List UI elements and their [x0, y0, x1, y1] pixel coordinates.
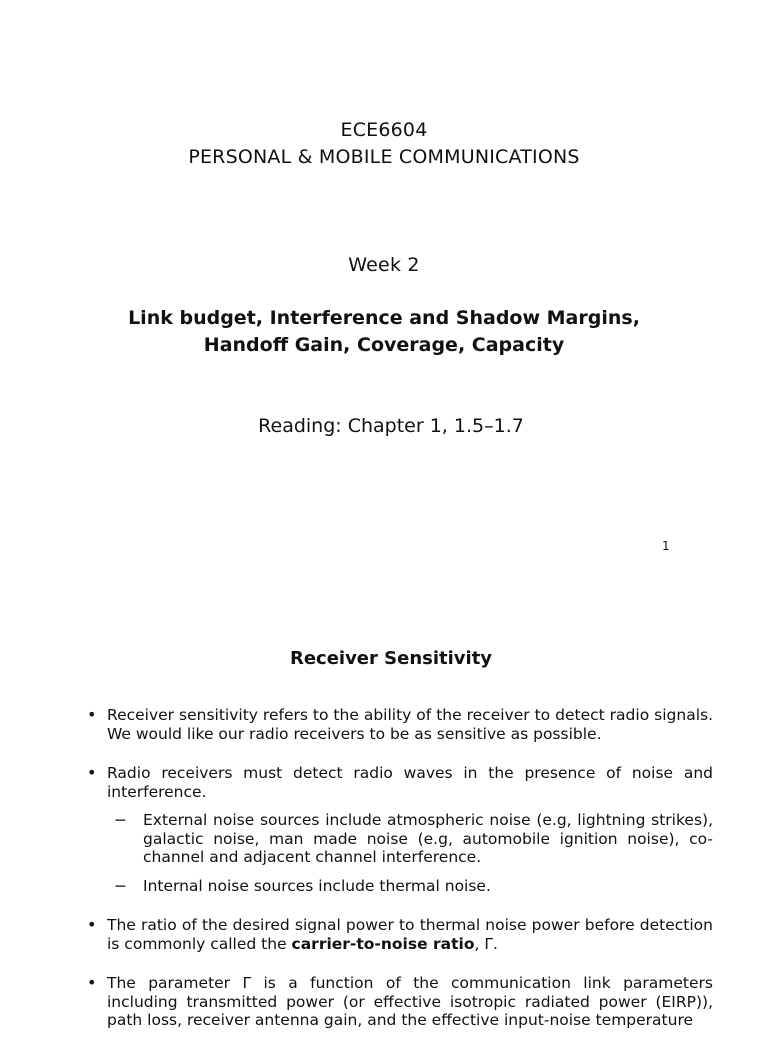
sub-bullet-list — [107, 811, 713, 895]
course-code: ECE6604 — [340, 119, 428, 141]
bullet-text-end: , Γ. — [474, 934, 498, 953]
topics-line-2: Handoff Gain, Coverage, Capacity — [203, 334, 565, 356]
page-number: 1 — [662, 539, 670, 553]
sub-bullet-item — [114, 877, 713, 896]
bullet-list — [87, 706, 713, 1051]
reading-assignment: Reading: Chapter 1, 1.5–1.7 — [258, 415, 524, 437]
sub-bullet-item — [114, 811, 713, 867]
bullet-text: Receiver sensitivity refers to the ability of the receiver to detect radio signals. We would like our radio receivers to be as sensitive as possible. — [107, 706, 713, 743]
bullet-item — [87, 974, 713, 1030]
bullet-item — [87, 916, 713, 953]
bullet-text: The parameter Γ is a function of the communication link parameters including transmitted power (or effective isotropic radiated power (EIRP)), path loss, receiver antenna gain, and the effective input-noise temperature — [107, 974, 713, 1029]
week-label: Week 2 — [348, 254, 420, 276]
receiver-sensitivity-slide — [0, 580, 768, 1029]
bullet-text: Radio receivers must detect radio waves in the presence of noise and interference. — [107, 764, 713, 801]
bullet-item — [87, 706, 713, 743]
sub-bullet-text: External noise sources include atmospheric noise (e.g, lightning strikes), galactic noise, man made noise (e.g, automobile ignition noise), co-channel and adjacent channel interference. — [143, 811, 713, 866]
course-title: PERSONAL & MOBILE COMMUNICATIONS — [188, 146, 580, 168]
bullet-item — [87, 764, 713, 895]
sub-bullet-text: Internal noise sources include thermal noise. — [143, 876, 491, 895]
topics-line-1: Link budget, Interference and Shadow Margins, — [128, 307, 640, 329]
section-heading: Receiver Sensitivity — [289, 648, 493, 669]
bullet-text: The ratio of the desired signal power to thermal noise power before detection is commonly called the — [107, 916, 713, 953]
key-term: carrier-to-noise ratio — [291, 934, 475, 953]
